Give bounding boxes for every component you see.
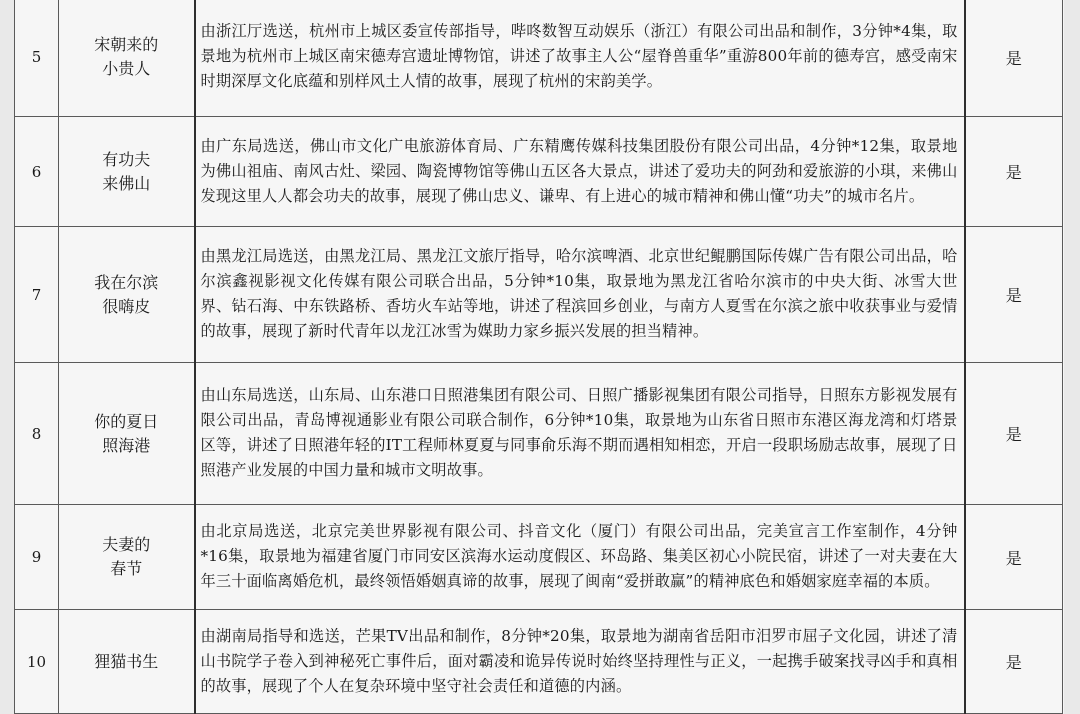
program-title-line: 夫妻的 [102, 535, 151, 554]
row-number: 7 [15, 227, 59, 363]
program-title-line: 你的夏日 [94, 411, 159, 431]
row-number: 6 [15, 117, 59, 227]
status-flag: 是 [965, 505, 1063, 610]
program-title-line: 有功夫 [102, 149, 151, 169]
program-title-line: 宋朝来的 [94, 35, 159, 54]
status-flag: 是 [965, 117, 1063, 227]
row-number: 10 [15, 610, 59, 714]
row-number: 9 [15, 505, 59, 610]
program-title-line: 很嗨皮 [102, 296, 151, 316]
table-row [15, 117, 1063, 227]
program-list-table [14, 0, 1063, 714]
row-number: 8 [15, 363, 59, 505]
program-title-line: 狸猫书生 [94, 651, 159, 671]
program-title [59, 505, 195, 610]
program-title-line: 小贵人 [102, 59, 151, 78]
status-flag: 是 [965, 227, 1063, 363]
table-row [15, 0, 1063, 117]
status-flag: 是 [965, 610, 1063, 714]
program-title [59, 117, 195, 227]
program-title [59, 0, 195, 117]
program-title [59, 363, 195, 505]
status-flag: 是 [965, 363, 1063, 505]
program-description: 由浙江厅选送，杭州市上城区委宣传部指导，哔咚数智互动娱乐（浙江）有限公司出品和制作，3分钟*4集，取景地为杭州市上城区南宋德寿宫遗址博物馆，讲述了故事主人公“屋脊兽重华”重游800年前的德寿宫，感受南宋时期深厚文化底蕴和别样风土人情的故事，展现了杭州的宋韵美学。 [195, 0, 965, 117]
program-description: 由广东局选送，佛山市文化广电旅游体育局、广东精鹰传媒科技集团股份有限公司出品，4分钟*12集，取景地为佛山祖庙、南风古灶、梁园、陶瓷博物馆等佛山五区各大景点，讲述了爱功夫的阿劲和爱旅游的小琪，来佛山发现这里人人都会功夫的故事，展现了佛山忠义、谦卑、有上进心的城市精神和佛山懂“功夫”的城市名片。 [195, 117, 965, 227]
document-page [14, 0, 1064, 714]
program-title-line: 来佛山 [102, 173, 151, 193]
program-title-line: 我在尔滨 [94, 272, 159, 292]
program-title-line: 春节 [110, 559, 143, 578]
status-flag: 是 [965, 0, 1063, 117]
table-row [15, 227, 1063, 363]
program-description: 由黑龙江局选送，由黑龙江局、黑龙江文旅厅指导，哈尔滨啤酒、北京世纪鲲鹏国际传媒广告有限公司出品，哈尔滨鑫视影视文化传媒有限公司联合出品，5分钟*10集，取景地为黑龙江省哈尔滨市的中央大街、冰雪大世界、钻石海、中东铁路桥、香坊火车站等地，讲述了程滨回乡创业，与南方人夏雪在尔滨之旅中收获事业与爱情的故事，展现了新时代青年以龙江冰雪为媒助力家乡振兴发展的担当精神。 [195, 227, 965, 363]
program-description: 由湖南局指导和选送，芒果TV出品和制作，8分钟*20集，取景地为湖南省岳阳市汨罗市屈子文化园，讲述了清山书院学子卷入到神秘死亡事件后，面对霸凌和诡异传说时始终坚持理性与正义，一起携手破案找寻凶手和真相的故事，展现了个人在复杂环境中坚守社会责任和道德的内涵。 [195, 610, 965, 714]
program-title-line: 照海港 [102, 435, 151, 455]
program-title [59, 610, 195, 714]
table-row [15, 505, 1063, 610]
program-title [59, 227, 195, 363]
row-number: 5 [15, 0, 59, 117]
table-row [15, 363, 1063, 505]
table-row [15, 610, 1063, 714]
program-description: 由山东局选送，山东局、山东港口日照港集团有限公司、日照广播影视集团有限公司指导，日照东方影视发展有限公司出品，青岛博视通影业有限公司联合制作，6分钟*10集，取景地为山东省日照市东港区海龙湾和灯塔景区等，讲述了日照港年轻的IT工程师林夏夏与同事俞乐海不期而遇相知相恋，开启一段职场励志故事，展现了日照港产业发展的中国力量和城市文明故事。 [195, 363, 965, 505]
program-description: 由北京局选送，北京完美世界影视有限公司、抖音文化（厦门）有限公司出品，完美宣言工作室制作，4分钟*16集，取景地为福建省厦门市同安区滨海水运动度假区、环岛路、集美区初心小院民宿，讲述了一对夫妻在大年三十面临离婚危机，最终领悟婚姻真谛的故事，展现了闽南“爱拼敢赢”的精神底色和婚姻家庭幸福的本质。 [195, 505, 965, 610]
